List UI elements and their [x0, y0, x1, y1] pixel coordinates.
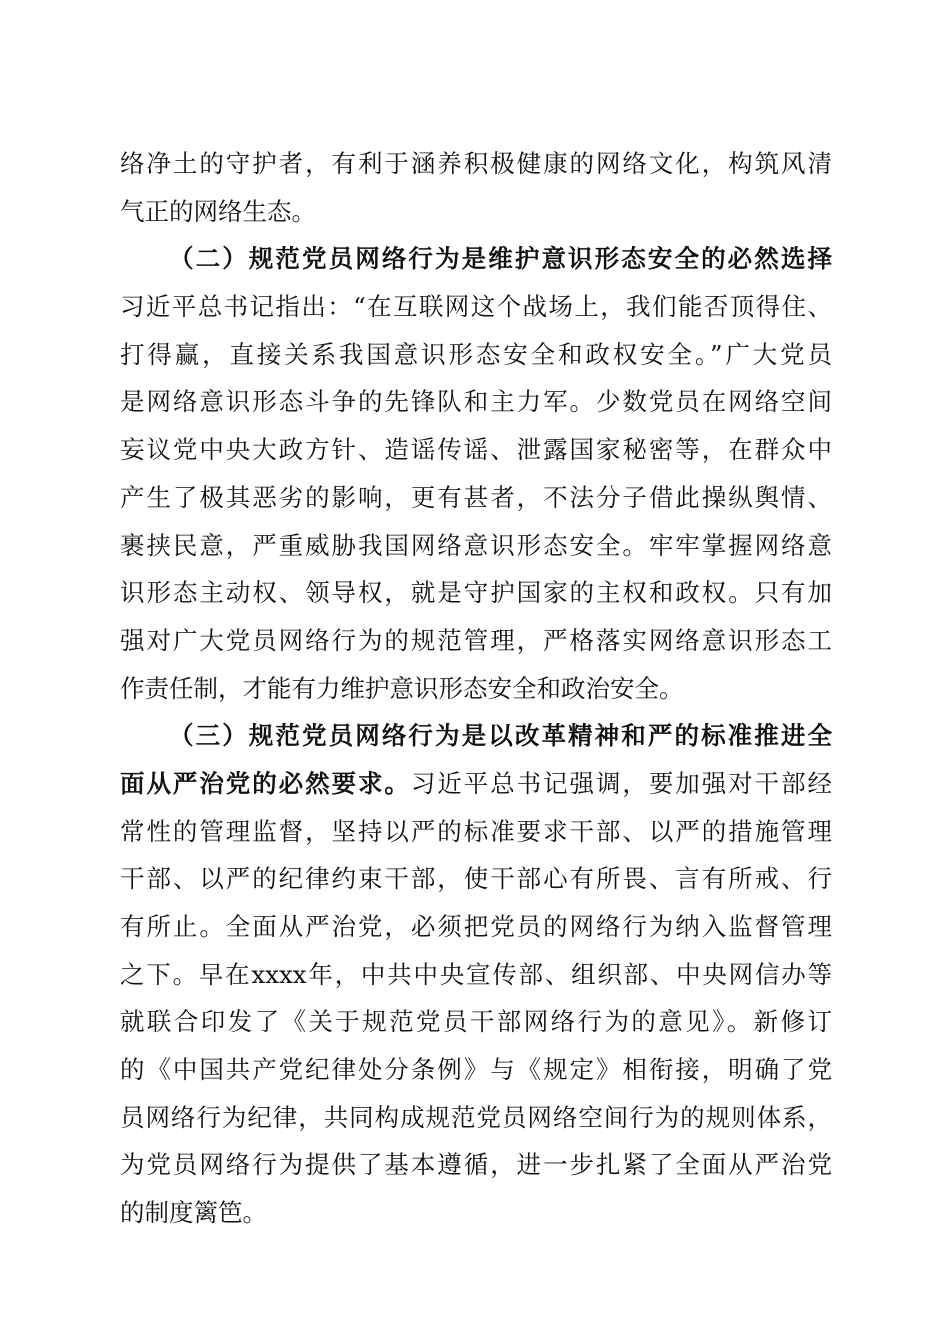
section-3-line-10: 为党员网络行为提供了基本遵循，进一步扎紧了全面从严治党	[120, 1150, 832, 1180]
section-3-line-8: 的《中国共产党纪律处分条例》与《规定》相衔接，明确了党	[120, 1055, 832, 1085]
section-3-line-9: 员网络行为纪律，共同构成规范党员网络空间行为的规则体系，	[120, 1102, 832, 1132]
section-3-line-11: 的制度篱笆。	[120, 1198, 267, 1228]
section-2-line-4: 妄议党中央大政方针、造谣传谣、泄露国家秘密等，在群众中	[120, 435, 832, 465]
section-2-line-9: 作责任制，才能有力维护意识形态安全和政治安全。	[120, 673, 684, 703]
section-3-line-4: 干部、以严的纪律约束干部，使干部心有所畏、言有所戒、行	[120, 864, 832, 894]
section-3-line-2	[120, 760, 832, 808]
section-2-heading: （二）规范党员网络行为是维护意识形态安全的必然选择	[169, 244, 832, 274]
section-2-line-5: 产生了极其恶劣的影响，更有甚者，不法分子借此操纵舆情、	[120, 482, 832, 512]
section-2-line-2: 打得赢，直接关系我国意识形态安全和政权安全。”广大党员	[120, 339, 832, 369]
paragraph-1-line-2: 气正的网络生态。	[120, 196, 316, 226]
section-2-line-7: 识形态主动权、领导权，就是守护国家的主权和政权。只有加	[120, 578, 832, 608]
section-2-line-6: 裹挟民意，严重威胁我国网络意识形态安全。牢牢掌握网络意	[120, 530, 832, 560]
section-3-line-7: 就联合印发了《关于规范党员干部网络行为的意见》。新修订	[120, 1007, 832, 1037]
section-2-line-3: 是网络意识形态斗争的先锋队和主力军。少数党员在网络空间	[120, 387, 832, 417]
section-3-line-2-text: 习近平总书记强调，要加强对干部经	[410, 768, 832, 798]
paragraph-1-line-1: 络净土的守护者，有利于涵养积极健康的网络文化，构筑风清	[120, 149, 832, 178]
document-body	[120, 140, 832, 1237]
section-3-heading-line-1: （三）规范党员网络行为是以改革精神和严的标准推进全	[169, 721, 832, 751]
section-3-line-6: 之下。早在xxxx年，中共中央宣传部、组织部、中央网信办等	[120, 959, 832, 989]
section-3-heading-line-2: 面从严治党的必然要求。	[120, 768, 411, 798]
section-3-line-3: 常性的管理监督，坚持以严的标准要求干部、以严的措施管理	[120, 816, 832, 846]
section-2-line-1: 习近平总书记指出：“在互联网这个战场上，我们能否顶得住、	[120, 292, 832, 322]
section-3-line-5: 有所止。全面从严治党，必须把党员的网络行为纳入监督管理	[120, 912, 832, 941]
section-2-line-8: 强对广大党员网络行为的规范管理，严格落实网络意识形态工	[120, 625, 832, 655]
